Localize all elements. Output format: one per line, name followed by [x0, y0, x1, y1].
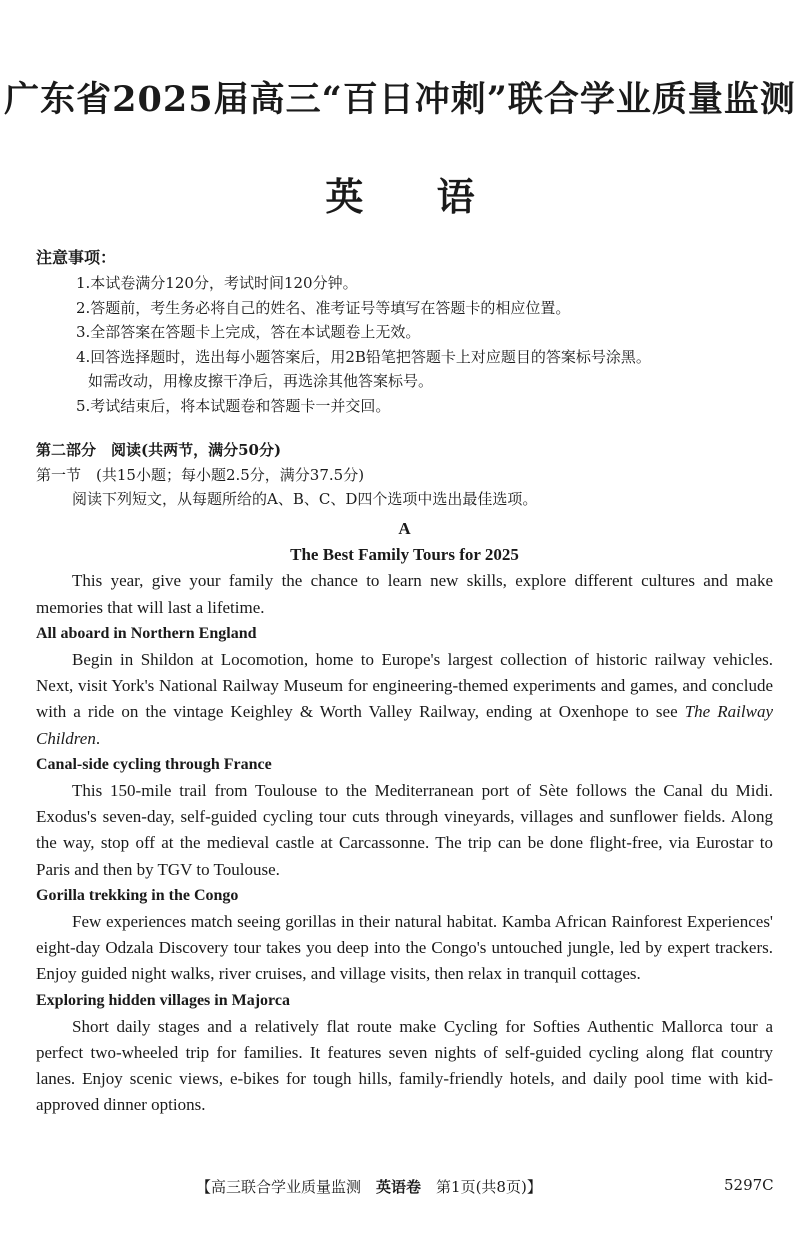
- part-heading: 第二部分 阅读(共两节，满分50分): [36, 441, 282, 459]
- note-item: 3.全部答案在答题卡上完成，答在本试题卷上无效。: [76, 323, 421, 342]
- section-text-body: Begin in Shildon at Locomotion, home to Europe's largest collection of historic railway vehicles. Next, visit York's National Railway Museum for engineering-themed experiments and games, and conclude with a ride on the vintage Keighley & Worth Valley Railway, ending at Oxenhope to see: [36, 650, 773, 722]
- section-heading: Gorilla trekking in the Congo: [36, 886, 239, 904]
- section-text-tail: .: [95, 728, 101, 748]
- section-text: Short daily stages and a relatively flat route make Cycling for Softies Authentic Mallorca tour a perfect two-wheeled trip for families. It features seven nights of self-guided cycling along flat country lanes. Enjoy scenic views, e-bikes for tough hills, family-friendly hotels, and daily pool time with kid-approved dinner options.: [36, 1016, 773, 1115]
- section-header: [36, 438, 776, 512]
- subsection-heading: 第一节 (共15小题；每小题2.5分，满分37.5分): [36, 465, 365, 484]
- section-text: [36, 647, 773, 752]
- instruction: 阅读下列短文，从每题所给的A、B、C、D四个选项中选出最佳选项。: [72, 490, 538, 508]
- notes-section: [36, 246, 776, 419]
- note-item: 2.答题前，考生务必将自己的姓名、准考证号等填写在答题卡的相应位置。: [76, 298, 571, 317]
- passage-intro: This year, give your family the chance to learn new skills, explore different cultures and make memories that will last a lifetime.: [36, 571, 773, 617]
- section-heading: All aboard in Northern England: [36, 624, 257, 642]
- footer-exam: 【高三联合学业质量监测: [196, 1178, 377, 1196]
- footer-page: 第1页(共8页)】: [421, 1178, 542, 1196]
- subject-title: 英 语: [325, 174, 475, 219]
- note-item: 1.本试卷满分120分，考试时间120分钟。: [76, 274, 358, 292]
- italic-title: The Railway Children: [36, 702, 774, 748]
- footer-info: [196, 1176, 542, 1197]
- notes-heading: 注意事项：: [36, 248, 117, 267]
- note-item: 4.回答选择题时，选出每小题答案后，用2B铅笔把答题卡上对应题目的答案标号涂黑。: [76, 347, 651, 366]
- footer-paper: 英语卷: [376, 1178, 422, 1196]
- section-text: This 150-mile trail from Toulouse to the Mediterranean port of Sète follows the Canal du Midi. Exodus's seven-day, self-guided cycling tour cuts through vineyards, villages and sunflower fields. Along the way, stop off at the medieval castle at Carcassonne. The trip can be done flight-free, via Eurostar to Paris and then by TGV to Toulouse.: [36, 781, 773, 879]
- exam-title: 广东省2025届高三“百日冲刺”联合学业质量监测: [4, 79, 796, 120]
- section-heading: Exploring hidden villages in Majorca: [36, 991, 290, 1009]
- passage-a: [36, 516, 773, 1119]
- section-heading: Canal-side cycling through France: [36, 755, 272, 773]
- note-item: 5.考试结束后，将本试题卷和答题卡一并交回。: [76, 396, 391, 415]
- note-item-continuation: 如需改动，用橡皮擦干净后，再选涂其他答案标号。: [88, 372, 434, 391]
- passage-title: The Best Family Tours for 2025: [290, 545, 519, 565]
- passage-label: A: [398, 519, 411, 538]
- section-text: Few experiences match seeing gorillas in their natural habitat. Kamba African Rainforest Experiences' eight-day Odzala Discovery tour takes you deep into the Congo's untouched jungle, led by expert trackers. Enjoy guided night walks, river cruises, and village visits, then relax in tranquil cottages.: [36, 912, 773, 984]
- footer-code: 5297C: [724, 1176, 774, 1194]
